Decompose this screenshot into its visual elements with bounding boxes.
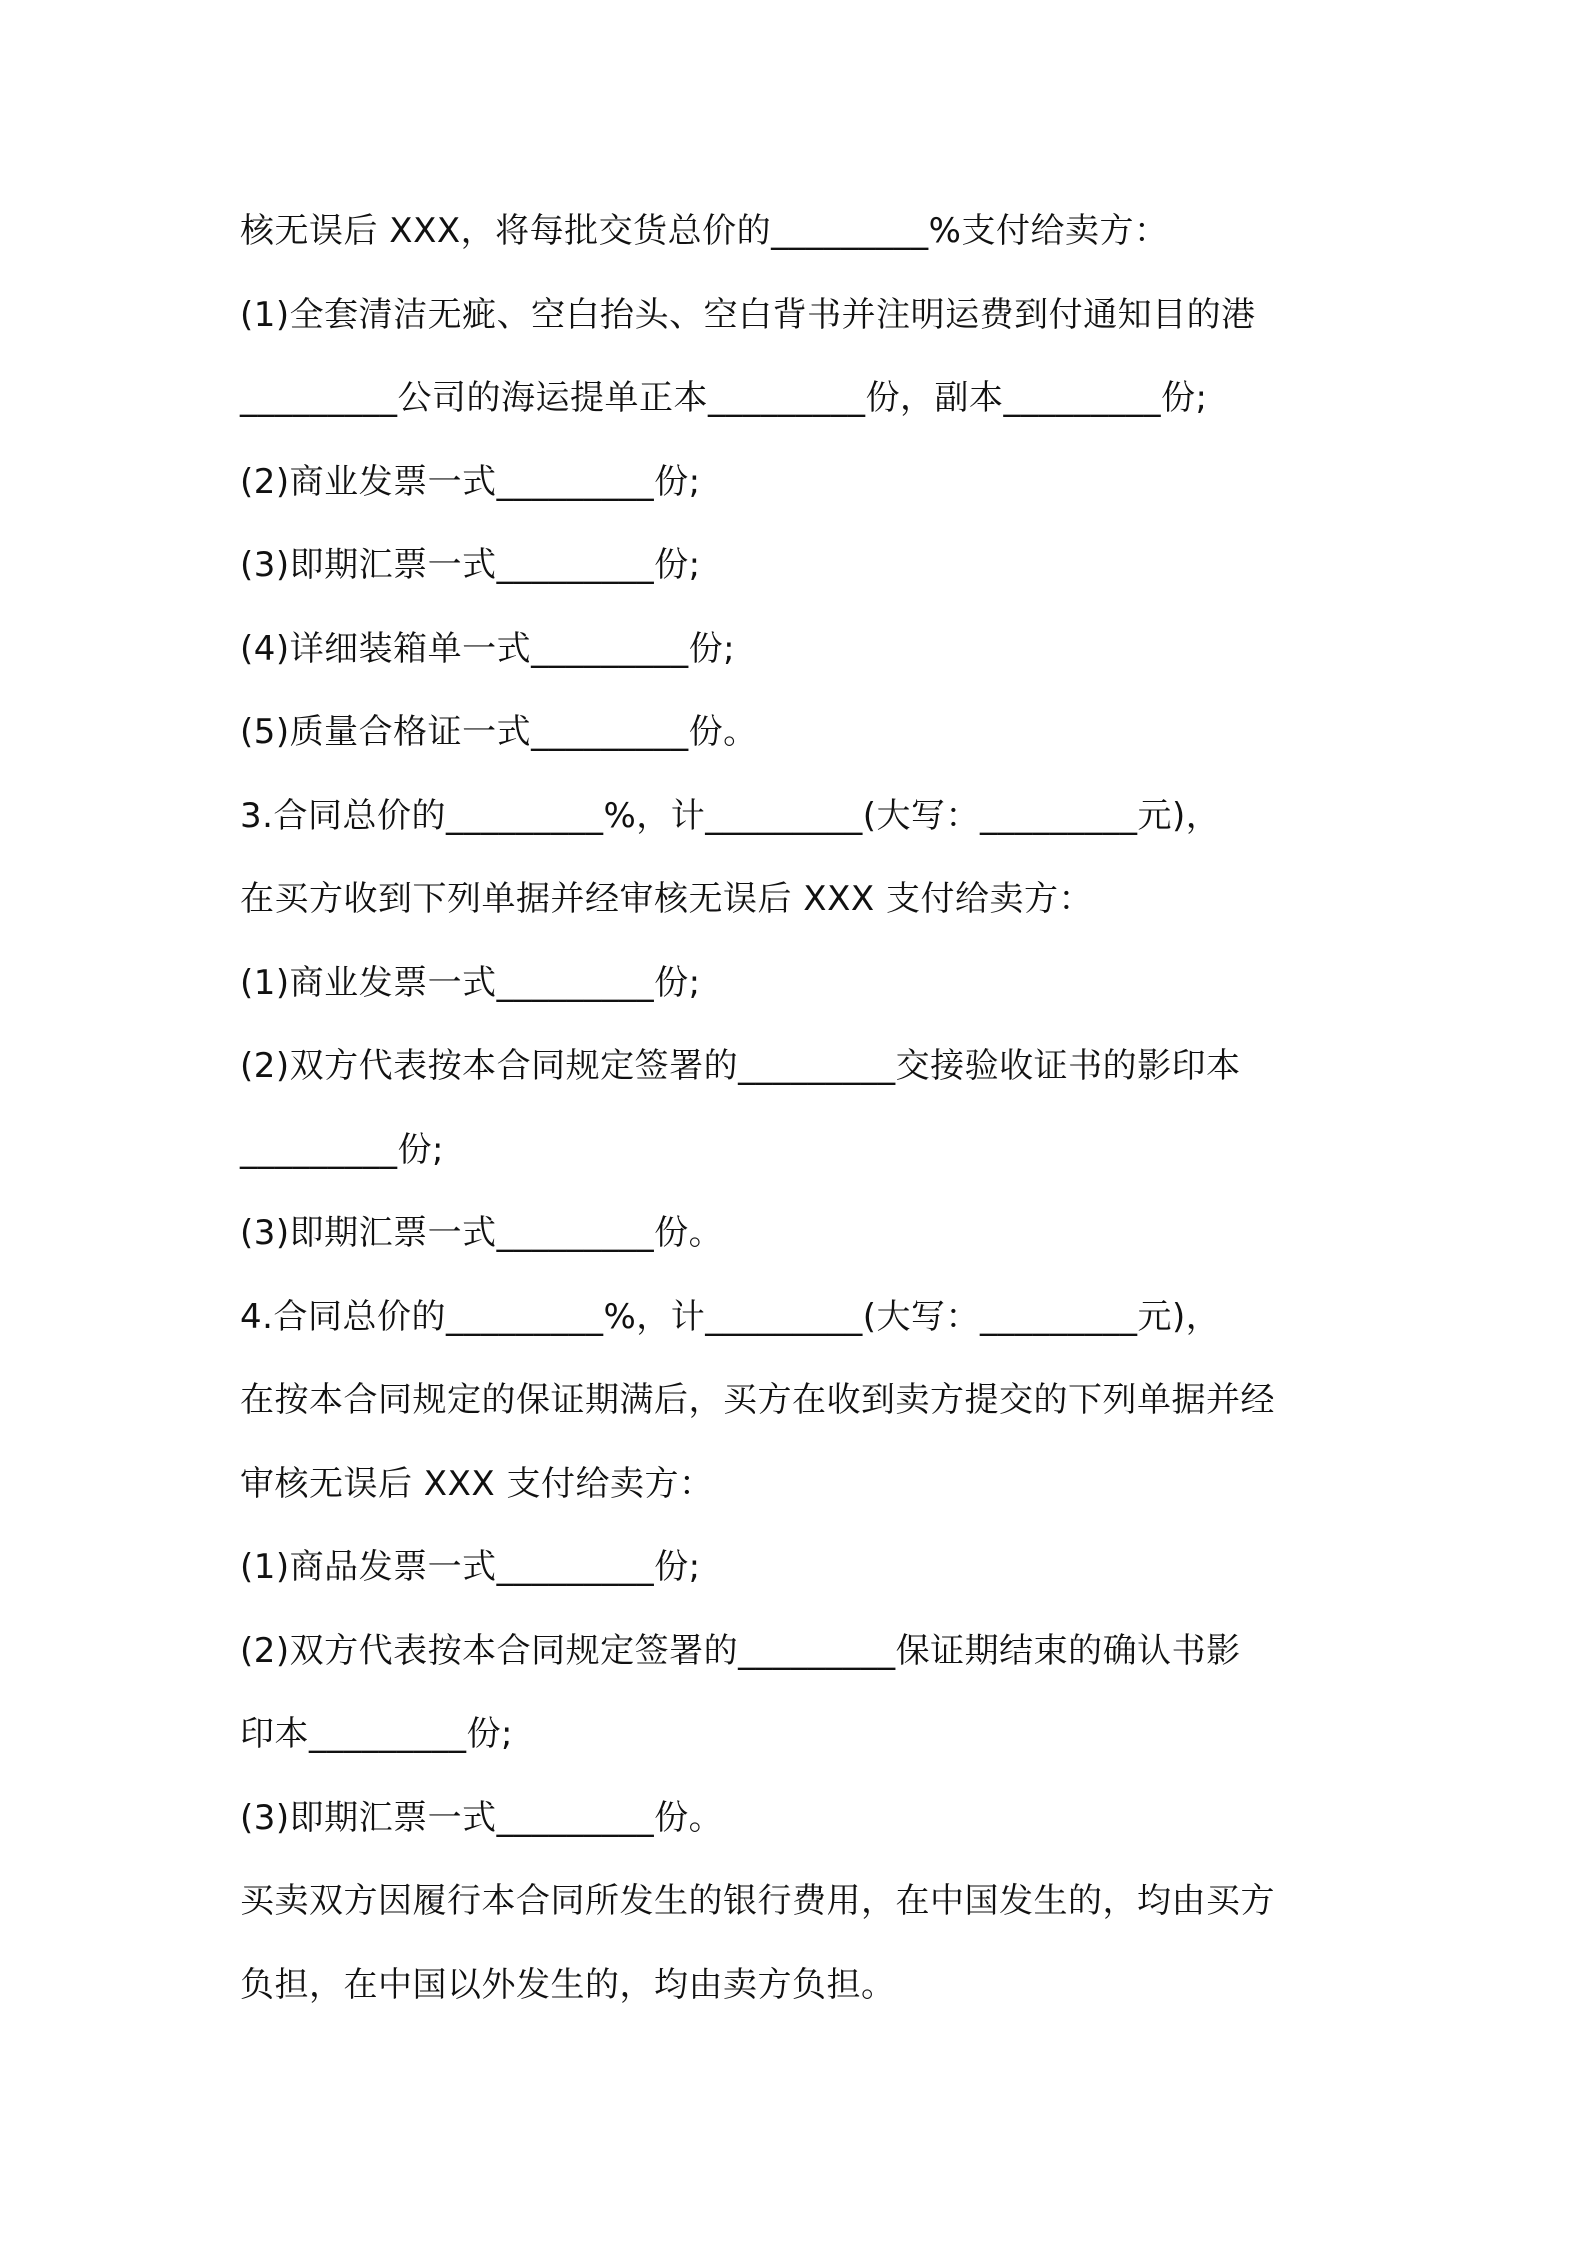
text-line-17: (1)商品发票一式_________份;	[240, 1547, 701, 1587]
text-line-5: (3)即期汇票一式_________份;	[240, 545, 701, 585]
text-line-14: 4.合同总价的_________%，计_________(大写：_________元)，	[240, 1297, 1221, 1337]
text-line-16: 审核无误后 XXX 支付给卖方：	[240, 1464, 714, 1504]
text-line-22: 负担，在中国以外发生的，均由卖方负担。	[240, 1965, 896, 2005]
text-line-21: 买卖双方因履行本合同所发生的银行费用，在中国发生的，均由买方	[240, 1881, 1275, 1921]
text-line-4: (2)商业发票一式_________份;	[240, 462, 701, 502]
text-line-10: (1)商业发票一式_________份;	[240, 963, 701, 1003]
text-line-11: (2)双方代表按本合同规定签署的_________交接验收证书的影印本	[240, 1046, 1241, 1086]
text-line-6: (4)详细装箱单一式_________份;	[240, 629, 736, 669]
text-line-12: _________份;	[240, 1130, 444, 1170]
text-line-2: (1)全套清洁无疵、空白抬头、空白背书并注明运费到付通知目的港	[240, 295, 1256, 335]
text-line-18: (2)双方代表按本合同规定签署的_________保证期结束的确认书影	[240, 1631, 1241, 1671]
text-line-19: 印本_________份;	[240, 1714, 513, 1754]
text-line-15: 在按本合同规定的保证期满后，买方在收到卖方提交的下列单据并经	[240, 1380, 1275, 1420]
text-line-8: 3.合同总价的_________%，计_________(大写：_________元)，	[240, 796, 1221, 836]
text-line-3: _________公司的海运提单正本_________份，副本_________份;	[240, 378, 1208, 418]
text-line-1: 核无误后 XXX，将每批交货总价的_________%支付给卖方：	[240, 211, 1169, 251]
text-line-20: (3)即期汇票一式_________份。	[240, 1798, 724, 1838]
text-line-9: 在买方收到下列单据并经审核无误后 XXX 支付给卖方：	[240, 879, 1093, 919]
text-line-13: (3)即期汇票一式_________份。	[240, 1213, 724, 1253]
text-line-7: (5)质量合格证一式_________份。	[240, 712, 758, 752]
